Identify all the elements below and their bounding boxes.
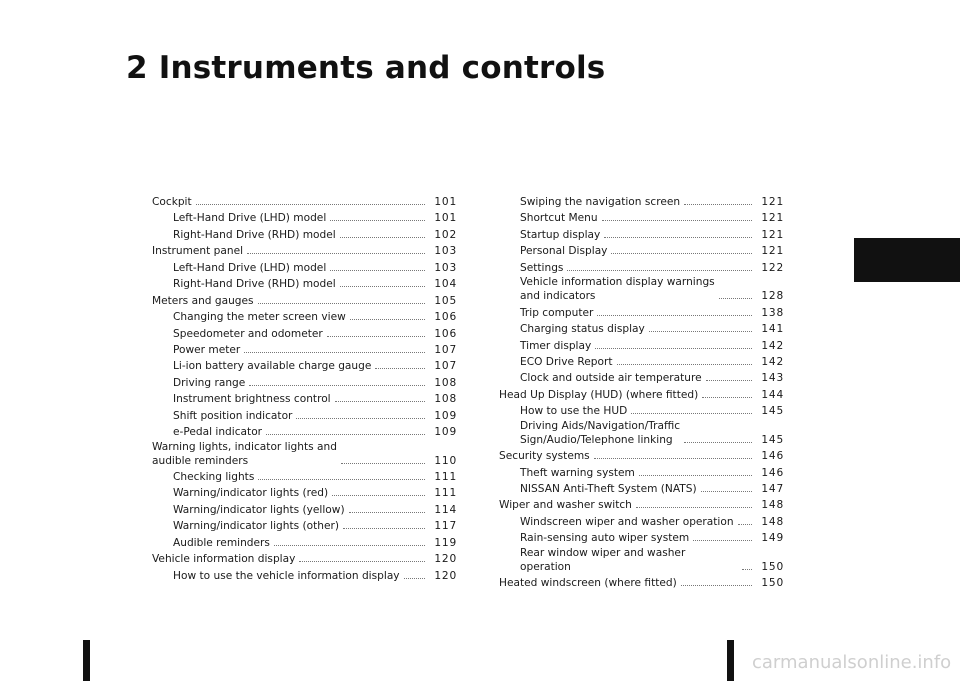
toc-entry-page: 121 bbox=[761, 228, 784, 241]
toc-entry-title: Power meter bbox=[173, 343, 241, 356]
dot-leader bbox=[702, 397, 752, 398]
toc-entry[interactable] bbox=[499, 193, 784, 209]
dot-leader bbox=[649, 331, 752, 332]
toc-entry-title: Changing the meter screen view bbox=[173, 311, 346, 324]
dot-leader bbox=[327, 336, 425, 337]
toc-entry-title: Timer display bbox=[520, 339, 592, 352]
dot-leader bbox=[701, 491, 752, 492]
toc-entry[interactable] bbox=[499, 226, 784, 242]
toc-entry[interactable] bbox=[152, 209, 457, 225]
dot-leader bbox=[602, 220, 752, 221]
toc-entry[interactable] bbox=[499, 304, 784, 320]
toc-entry[interactable] bbox=[499, 464, 784, 480]
dot-leader bbox=[631, 413, 752, 414]
dot-leader bbox=[335, 401, 425, 402]
toc-entry-title: Audible reminders bbox=[173, 536, 270, 549]
toc-entry-page: 107 bbox=[434, 343, 457, 356]
toc-entry-page: 142 bbox=[761, 355, 784, 368]
toc-entry-title: Warning lights, indicator lights and audible reminders bbox=[152, 440, 337, 467]
toc-entry-page: 145 bbox=[761, 433, 784, 446]
dot-leader bbox=[196, 204, 425, 205]
toc-entry[interactable] bbox=[152, 407, 457, 423]
toc-entry-page: 110 bbox=[434, 454, 457, 467]
toc-entry-page: 111 bbox=[434, 471, 457, 483]
dot-leader bbox=[349, 512, 425, 513]
toc-entry-page: 106 bbox=[434, 327, 457, 340]
toc-entry-page: 150 bbox=[761, 577, 784, 590]
toc-entry-title: Checking lights bbox=[173, 471, 255, 483]
toc-entry-title: Personal Display bbox=[520, 245, 608, 258]
toc-entry-title: Wiper and washer switch bbox=[499, 499, 632, 512]
toc-entry-page: 143 bbox=[761, 372, 784, 385]
toc-entry-title: Vehicle information display warnings and indicators bbox=[520, 276, 715, 303]
toc-entry-page: 150 bbox=[761, 560, 784, 573]
toc-entry-page: 111 bbox=[434, 487, 457, 500]
toc-entry-page: 128 bbox=[761, 290, 784, 303]
toc-entry-page: 114 bbox=[434, 503, 457, 516]
toc-entry-title: Driving range bbox=[173, 376, 246, 389]
toc-entry-title: e-Pedal indicator bbox=[173, 426, 263, 439]
toc-entry-title: Windscreen wiper and washer operation bbox=[520, 515, 734, 528]
toc-entry-title: Settings bbox=[520, 261, 564, 274]
dot-leader bbox=[299, 561, 425, 562]
toc-entry[interactable] bbox=[152, 341, 457, 357]
dot-leader bbox=[604, 237, 752, 238]
toc-entry[interactable] bbox=[499, 402, 784, 418]
toc-entry[interactable] bbox=[499, 529, 784, 545]
toc-entry-title: Theft warning system bbox=[520, 466, 635, 479]
dot-leader bbox=[375, 368, 425, 369]
toc-entry-title: Head Up Display (HUD) (where fitted) bbox=[499, 388, 699, 401]
toc-entry-page: 102 bbox=[434, 228, 457, 241]
toc-entry[interactable] bbox=[152, 193, 457, 209]
toc-entry-title: Shortcut Menu bbox=[520, 212, 598, 225]
toc-left-column bbox=[152, 193, 457, 583]
toc-entry-page: 104 bbox=[434, 278, 457, 291]
dot-leader bbox=[567, 270, 752, 271]
toc-entry-title: Clock and outside air temperature bbox=[520, 372, 702, 385]
dot-leader bbox=[742, 569, 752, 570]
dot-leader bbox=[330, 220, 425, 221]
toc-entry-title: Swiping the navigation screen bbox=[520, 196, 681, 208]
dot-leader bbox=[244, 352, 425, 353]
toc-entry[interactable] bbox=[152, 259, 457, 275]
toc-entry-title: Instrument brightness control bbox=[173, 393, 331, 406]
toc-entry[interactable] bbox=[499, 386, 784, 402]
dot-leader bbox=[681, 585, 752, 586]
toc-entry-page: 107 bbox=[434, 360, 457, 373]
dot-leader bbox=[617, 364, 752, 365]
toc-entry-page: 108 bbox=[434, 393, 457, 406]
toc-entry[interactable] bbox=[499, 419, 784, 447]
toc-entry-title: Rain-sensing auto wiper system bbox=[520, 532, 690, 545]
toc-entry-title: How to use the vehicle information display bbox=[173, 569, 400, 582]
toc-entry-page: 142 bbox=[761, 339, 784, 352]
toc-entry-title: Vehicle information display bbox=[152, 553, 296, 566]
toc-entry-page: 146 bbox=[761, 466, 784, 479]
toc-entry-title: NISSAN Anti-Theft System (NATS) bbox=[520, 483, 697, 495]
dot-leader bbox=[684, 204, 752, 205]
toc-entry-page: 121 bbox=[761, 196, 784, 208]
dot-leader bbox=[258, 479, 425, 480]
toc-entry[interactable] bbox=[499, 337, 784, 353]
toc-entry-title: Rear window wiper and washer operation bbox=[520, 546, 686, 573]
toc-right-column bbox=[499, 193, 784, 591]
toc-entry-page: 106 bbox=[434, 311, 457, 324]
toc-entry-page: 109 bbox=[434, 426, 457, 439]
toc-entry-page: 149 bbox=[761, 532, 784, 545]
toc-entry[interactable] bbox=[152, 357, 457, 373]
toc-entry-title: Trip computer bbox=[520, 306, 594, 319]
toc-entry-page: 144 bbox=[761, 388, 784, 401]
toc-entry-page: 103 bbox=[434, 261, 457, 274]
dot-leader bbox=[330, 270, 425, 271]
dot-leader bbox=[341, 463, 425, 464]
toc-entry-page: 105 bbox=[434, 294, 457, 307]
dot-leader bbox=[266, 434, 425, 435]
toc-entry[interactable] bbox=[499, 480, 784, 496]
toc-entry[interactable] bbox=[152, 501, 457, 517]
toc-entry[interactable] bbox=[499, 242, 784, 258]
toc-entry-page: 101 bbox=[434, 196, 457, 208]
crop-mark-left bbox=[83, 640, 90, 681]
toc-entry[interactable] bbox=[499, 574, 784, 590]
toc-entry-page: 148 bbox=[761, 515, 784, 528]
watermark-text: carmanualsonline.info bbox=[752, 652, 952, 673]
dot-leader bbox=[706, 380, 752, 381]
dot-leader bbox=[274, 545, 425, 546]
toc-entry-page: 119 bbox=[434, 536, 457, 549]
dot-leader bbox=[340, 286, 425, 287]
toc-entry-title: Left-Hand Drive (LHD) model bbox=[173, 212, 327, 225]
dot-leader bbox=[738, 524, 752, 525]
toc-entry-page: 145 bbox=[761, 405, 784, 418]
toc-entry-title: Startup display bbox=[520, 228, 601, 241]
toc-entry[interactable] bbox=[152, 275, 457, 291]
toc-entry-page: 141 bbox=[761, 323, 784, 336]
dot-leader bbox=[597, 315, 752, 316]
toc-entry-page: 101 bbox=[434, 212, 457, 225]
toc-entry-title: How to use the HUD bbox=[520, 405, 628, 418]
dot-leader bbox=[719, 298, 752, 299]
toc-entry-title: Warning/indicator lights (other) bbox=[173, 520, 339, 533]
toc-entry-title: Speedometer and odometer bbox=[173, 327, 323, 340]
toc-entry-title: Meters and gauges bbox=[152, 294, 254, 307]
dot-leader bbox=[684, 442, 752, 443]
toc-entry-title: Warning/indicator lights (red) bbox=[173, 487, 329, 500]
dot-leader bbox=[350, 319, 425, 320]
dot-leader bbox=[636, 507, 752, 508]
toc-entry[interactable] bbox=[152, 242, 457, 258]
dot-leader bbox=[296, 418, 425, 419]
toc-entry-title: Right-Hand Drive (RHD) model bbox=[173, 228, 336, 241]
dot-leader bbox=[258, 303, 425, 304]
toc-entry[interactable] bbox=[152, 390, 457, 406]
dot-leader bbox=[332, 495, 425, 496]
toc-entry[interactable] bbox=[152, 550, 457, 566]
toc-entry-title: Cockpit bbox=[152, 196, 192, 208]
toc-entry-title: Left-Hand Drive (LHD) model bbox=[173, 261, 327, 274]
toc-entry[interactable] bbox=[152, 325, 457, 341]
toc-entry[interactable] bbox=[499, 513, 784, 529]
toc-entry[interactable] bbox=[152, 484, 457, 500]
toc-entry-page: 122 bbox=[761, 261, 784, 274]
toc-entry-title: Heated windscreen (where fitted) bbox=[499, 577, 677, 590]
dot-leader bbox=[249, 385, 425, 386]
dot-leader bbox=[639, 475, 752, 476]
toc-entry[interactable] bbox=[152, 423, 457, 439]
dot-leader bbox=[343, 528, 425, 529]
toc-entry-page: 147 bbox=[761, 483, 784, 495]
dot-leader bbox=[611, 253, 752, 254]
toc-entry-page: 120 bbox=[434, 569, 457, 582]
crop-mark-right bbox=[727, 640, 734, 681]
toc-entry-page: 121 bbox=[761, 245, 784, 258]
toc-entry-page: 108 bbox=[434, 376, 457, 389]
toc-entry-page: 146 bbox=[761, 450, 784, 463]
toc-entry-title: Security systems bbox=[499, 450, 590, 463]
toc-entry[interactable] bbox=[499, 259, 784, 275]
toc-entry[interactable] bbox=[499, 353, 784, 369]
toc-entry[interactable] bbox=[152, 567, 457, 583]
toc-entry-title: Right-Hand Drive (RHD) model bbox=[173, 278, 336, 291]
toc-entry-page: 109 bbox=[434, 409, 457, 422]
dot-leader bbox=[340, 237, 425, 238]
toc-entry-title: Instrument panel bbox=[152, 245, 244, 258]
toc-entry-title: Shift position indicator bbox=[173, 409, 293, 422]
toc-entry[interactable] bbox=[152, 517, 457, 533]
toc-entry[interactable] bbox=[152, 468, 457, 484]
dot-leader bbox=[594, 458, 752, 459]
toc-entry-page: 120 bbox=[434, 553, 457, 566]
toc-entry[interactable] bbox=[499, 209, 784, 225]
toc-entry-page: 117 bbox=[434, 520, 457, 533]
dot-leader bbox=[595, 348, 752, 349]
chapter-tab-marker bbox=[854, 238, 960, 282]
toc-entry[interactable] bbox=[152, 308, 457, 324]
toc-entry-title: ECO Drive Report bbox=[520, 355, 613, 368]
toc-entry-title: Li-ion battery available charge gauge bbox=[173, 360, 372, 373]
toc-entry[interactable] bbox=[152, 374, 457, 390]
toc-entry-page: 148 bbox=[761, 499, 784, 512]
toc-entry-page: 121 bbox=[761, 212, 784, 225]
toc-entry[interactable] bbox=[499, 447, 784, 463]
toc-entry[interactable] bbox=[499, 546, 784, 574]
toc-entry[interactable] bbox=[152, 440, 457, 468]
dot-leader bbox=[404, 578, 425, 579]
toc-entry[interactable] bbox=[499, 369, 784, 385]
toc-entry[interactable] bbox=[499, 275, 784, 303]
toc-entry-title: Warning/indicator lights (yellow) bbox=[173, 503, 345, 516]
toc-entry[interactable] bbox=[499, 320, 784, 336]
toc-entry[interactable] bbox=[152, 226, 457, 242]
dot-leader bbox=[247, 253, 425, 254]
dot-leader bbox=[693, 540, 752, 541]
toc-entry[interactable] bbox=[152, 292, 457, 308]
toc-entry-title: Charging status display bbox=[520, 323, 645, 336]
toc-entry[interactable] bbox=[152, 534, 457, 550]
toc-entry-page: 138 bbox=[761, 306, 784, 319]
toc-entry-page: 103 bbox=[434, 245, 457, 258]
toc-entry-title: Driving Aids/Navigation/Traffic Sign/Audio/Telephone linking bbox=[520, 419, 681, 446]
toc-entry[interactable] bbox=[499, 496, 784, 512]
page-title: 2 Instruments and controls bbox=[126, 50, 606, 86]
